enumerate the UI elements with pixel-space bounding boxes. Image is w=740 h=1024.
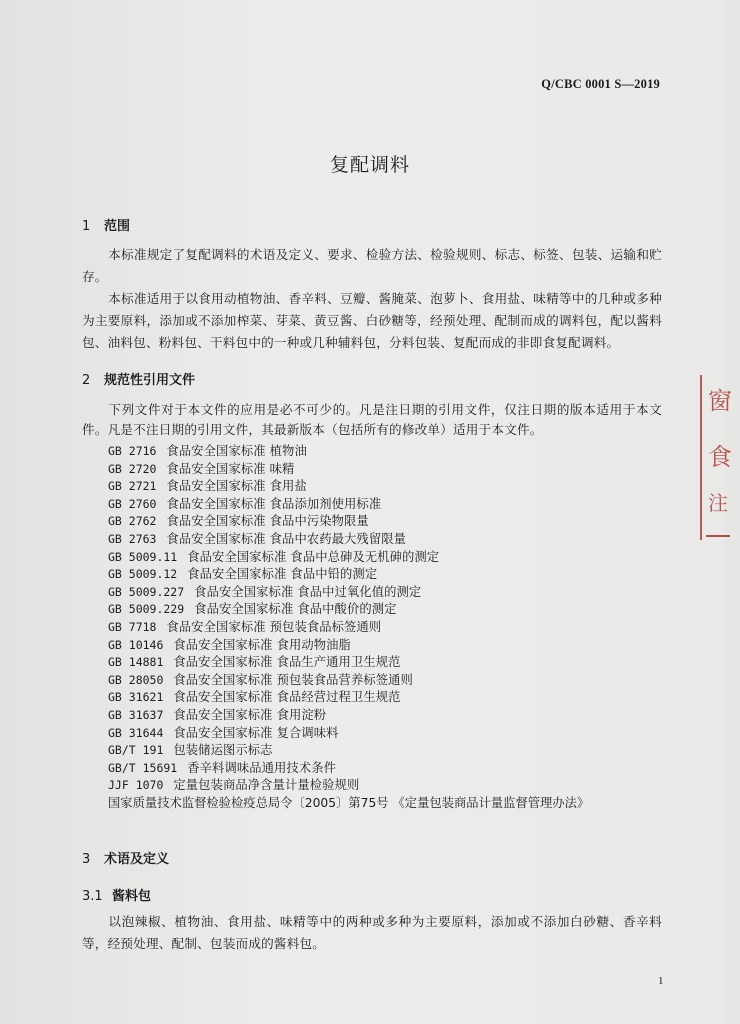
reference-code: GB 5009.227 <box>108 584 185 599</box>
section-3-1-definition <box>82 911 662 955</box>
reference-code: GB/T 191 <box>108 743 164 758</box>
reference-item <box>108 619 668 637</box>
reference-item <box>108 689 668 707</box>
reference-item <box>108 443 668 461</box>
section-2-heading <box>82 369 195 388</box>
page-number: 1 <box>658 975 664 987</box>
reference-code: GB 31637 <box>108 707 164 722</box>
reference-code: GB 2720 <box>108 461 157 476</box>
reference-code: GB 5009.11 <box>108 549 178 564</box>
red-seal-stamp <box>700 375 732 540</box>
reference-code: GB 31644 <box>108 725 164 740</box>
reference-title: 食品安全国家标准 食用动物油脂 <box>173 637 351 652</box>
reference-title: 食品安全国家标准 食品中过氧化值的测定 <box>194 584 422 599</box>
reference-item <box>108 566 668 584</box>
reference-item <box>108 760 668 778</box>
document-title: 复配调料 <box>329 154 410 176</box>
subsection-title: 酱料包 <box>112 889 152 904</box>
reference-title: 食品安全国家标准 食用盐 <box>166 479 307 494</box>
reference-title: 食品安全国家标准 食用淀粉 <box>173 707 327 722</box>
seal-glyph: 注 <box>708 491 728 515</box>
seal-glyph: 食 <box>708 443 732 471</box>
reference-item <box>108 777 668 795</box>
reference-item <box>108 672 668 690</box>
reference-item <box>108 549 668 567</box>
reference-code: GB 14881 <box>108 655 164 670</box>
reference-item <box>108 601 668 619</box>
reference-item <box>108 478 668 496</box>
reference-item <box>108 496 668 514</box>
reference-title: 食品安全国家标准 食品中总砷及无机砷的测定 <box>187 549 440 564</box>
reference-title: 食品安全国家标准 食品生产通用卫生规范 <box>173 655 401 670</box>
reference-title: 食品安全国家标准 食品添加剂使用标准 <box>166 496 382 511</box>
reference-title: 食品安全国家标准 食品中污染物限量 <box>166 514 369 529</box>
paragraph-text: 以泡辣椒、植物油、食用盐、味精等中的两种或多种为主要原料，添加或不添加白砂糖、香辛料等，经预处理、配制、包装而成的酱料包。 <box>82 914 662 951</box>
section-2-intro <box>82 400 662 440</box>
reference-list <box>108 443 668 812</box>
reference-title: 包装储运图示标志 <box>173 743 273 758</box>
section-1-paragraph-2 <box>82 288 662 354</box>
reference-code: GB 2763 <box>108 531 157 546</box>
reference-title: 食品安全国家标准 食品中酸价的测定 <box>194 602 397 617</box>
reference-title: 食品安全国家标准 植物油 <box>166 444 307 458</box>
reference-item <box>108 531 668 549</box>
paragraph-text: 本标准规定了复配调料的术语及定义、要求、检验方法、检验规则、标志、标签、包装、运输和贮存。 <box>82 247 662 284</box>
reference-title: 定量包装商品净含量计量检验规则 <box>173 778 360 793</box>
section-title: 术语及定义 <box>104 852 170 867</box>
section-number: 2 <box>82 373 91 388</box>
reference-title: 食品安全国家标准 食品中铅的测定 <box>187 567 378 582</box>
section-3-heading <box>82 848 169 867</box>
reference-code: GB 5009.12 <box>108 567 178 582</box>
reference-item <box>108 513 668 531</box>
reference-code: GB/T 15691 <box>108 760 178 775</box>
section-number: 1 <box>82 219 91 234</box>
paragraph-text: 下列文件对于本文件的应用是必不可少的。凡是注日期的引用文件，仅注日期的版本适用于本文件。凡是不注日期的引用文件，其最新版本（包括所有的修改单）适用于本文件。 <box>82 402 662 437</box>
reference-code: GB 7718 <box>108 619 157 634</box>
section-title: 范围 <box>104 219 131 234</box>
paragraph-text: 本标准适用于以食用动植物油、香辛料、豆瓣、酱腌菜、泡萝卜、食用盐、味精等中的几种或多种为主要原料，添加或不添加榨菜、芽菜、黄豆酱、白砂糖等，经预处理、配制而成的调料包，配以酱料包、油料包、粉料包、干料包中的一种或几种辅料包，分料包装、复配而成的非即食复配调料。 <box>82 291 662 350</box>
reference-item <box>108 725 668 743</box>
section-number: 3 <box>82 852 91 867</box>
reference-item <box>108 742 668 760</box>
reference-item <box>108 637 668 655</box>
reference-code: GB 2762 <box>108 514 157 529</box>
reference-item <box>108 461 668 479</box>
seal-glyph: 窗 <box>708 387 732 415</box>
reference-title: 食品安全国家标准 复合调味料 <box>173 725 339 740</box>
reference-item <box>108 707 668 725</box>
seal-edge <box>706 535 730 537</box>
reference-code: JJF 1070 <box>108 778 164 793</box>
section-3-1-heading <box>82 885 151 904</box>
reference-title: 食品安全国家标准 预包装食品标签通则 <box>166 619 382 634</box>
reference-code: GB 2716 <box>108 444 157 458</box>
reference-title: 食品安全国家标准 食品经营过程卫生规范 <box>173 690 401 705</box>
reference-code: GB 31621 <box>108 690 164 705</box>
reference-title: 食品安全国家标准 味精 <box>166 461 295 476</box>
reference-code: GB 10146 <box>108 637 164 652</box>
reference-title: 香辛料调味品通用技术条件 <box>187 760 337 775</box>
section-title: 规范性引用文件 <box>104 373 196 388</box>
reference-code: GB 28050 <box>108 672 164 687</box>
standard-code: Q/CBC 0001 S—2019 <box>541 77 660 91</box>
reference-item <box>108 654 668 672</box>
reference-code: GB 5009.229 <box>108 602 185 617</box>
section-1-paragraph-1 <box>82 244 662 288</box>
reference-title: 食品安全国家标准 预包装食品营养标签通则 <box>173 672 413 687</box>
reference-code: GB 2760 <box>108 496 157 511</box>
subsection-number: 3.1 <box>82 889 103 904</box>
reference-code: GB 2721 <box>108 479 157 494</box>
reference-item <box>108 584 668 602</box>
section-1-heading <box>82 215 130 234</box>
reference-title: 食品安全国家标准 食品中农药最大残留限量 <box>166 531 407 546</box>
reference-item-regulation: 国家质量技术监督检验检疫总局令〔2005〕第75号 《定量包装商品计量监督管理办法》 <box>108 795 590 810</box>
